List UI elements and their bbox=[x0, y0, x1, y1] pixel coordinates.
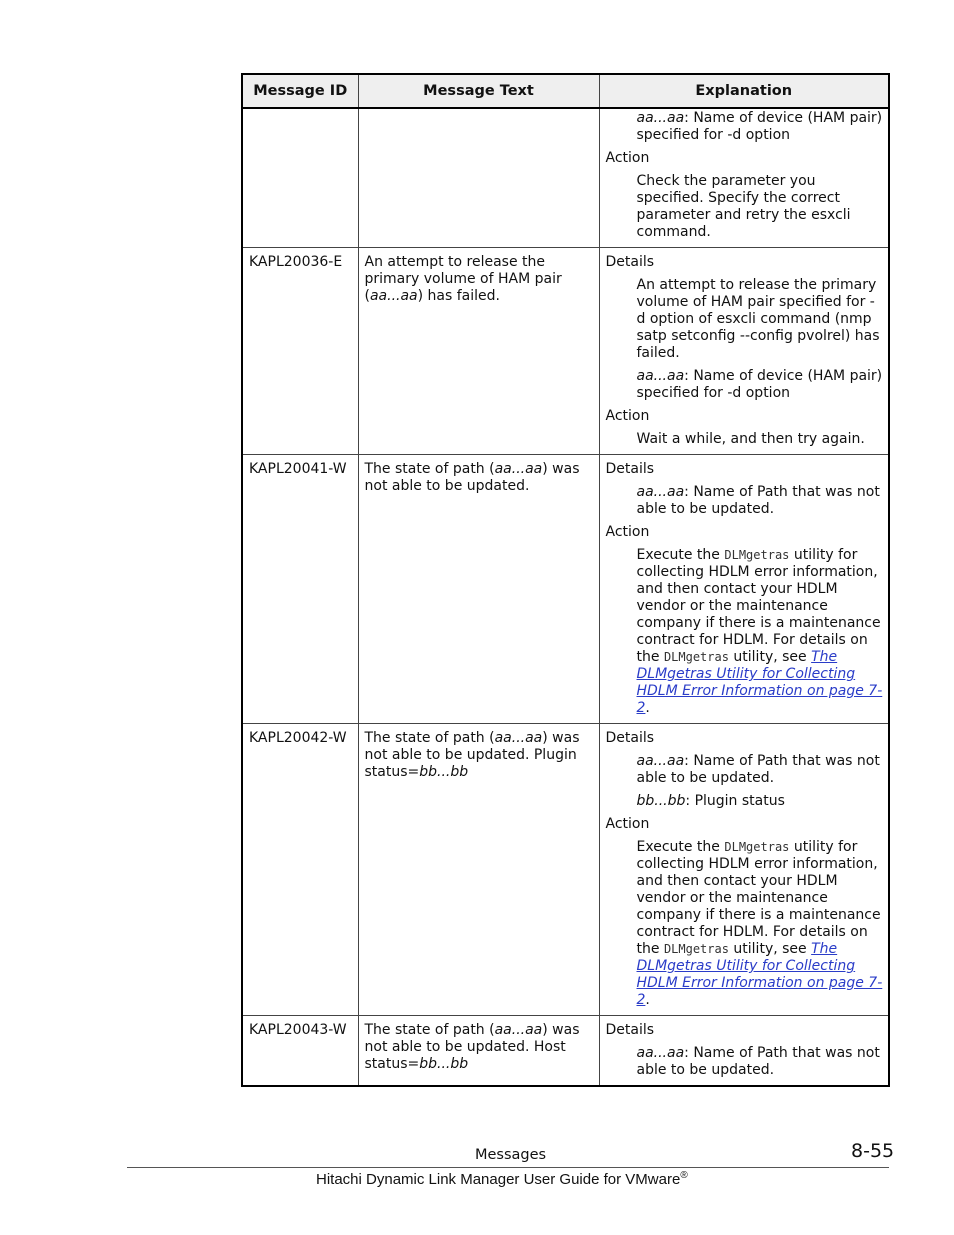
param-description: aa...aa: Name of device (HAM pair) specified for -d option bbox=[636, 368, 883, 401]
param-description: bb...bb: Plugin status bbox=[636, 793, 785, 809]
param-description: aa...aa: Name of device (HAM pair) specified for -d option bbox=[636, 110, 883, 143]
explanation-cell bbox=[599, 1016, 889, 1087]
action-label: Action bbox=[605, 816, 650, 832]
dlmgetras-reference-link[interactable]: The DLMgetras Utility for Collecting HDLM Error Information on page 7-2 bbox=[636, 941, 883, 1008]
details-label: Details bbox=[605, 1022, 655, 1038]
table-row bbox=[242, 1016, 889, 1087]
message-text-cell: An attempt to release the primary volume of HAM pair (aa...aa) has failed. bbox=[358, 248, 599, 455]
details-text: An attempt to release the primary volume of HAM pair specified for -d option of esxcli command (nmp satp setconfig --config pvolrel) has failed. bbox=[636, 277, 880, 361]
explanation-cell bbox=[599, 455, 889, 724]
action-label: Action bbox=[605, 150, 650, 166]
message-id-cell: KAPL20036-E bbox=[242, 248, 358, 455]
message-text-cell: The state of path (aa...aa) was not able to be updated. Host status=bb...bb bbox=[358, 1016, 599, 1087]
dlmgetras-reference-link[interactable]: The DLMgetras Utility for Collecting HDLM Error Information on page 7-2 bbox=[636, 649, 883, 716]
param-description: aa...aa: Name of Path that was not able to be updated. bbox=[636, 753, 880, 786]
details-label: Details bbox=[605, 730, 655, 746]
message-id-cell: KAPL20042-W bbox=[242, 724, 358, 1016]
table-header-row bbox=[242, 74, 889, 108]
table-row bbox=[242, 724, 889, 1016]
footer-document-title: Hitachi Dynamic Link Manager User Guide for VMware® bbox=[316, 1170, 688, 1188]
action-label: Action bbox=[605, 408, 650, 424]
explanation-cell bbox=[599, 724, 889, 1016]
message-text-cell: The state of path (aa...aa) was not able to be updated. bbox=[358, 455, 599, 724]
details-label: Details bbox=[605, 254, 655, 270]
action-text: Execute the DLMgetras utility for collecting HDLM error information, and then contact your HDLM vendor or the maintenance company if there is a maintenance contract for HDLM. For details on the DLMgetras utility, see The DLMgetras Utility for Collecting HDLM Error Information on page 7-2. bbox=[636, 839, 883, 1008]
details-label: Details bbox=[605, 461, 655, 477]
explanation-cell bbox=[599, 248, 889, 455]
message-text-cell: The state of path (aa...aa) was not able to be updated. Plugin status=bb...bb bbox=[358, 724, 599, 1016]
action-text: Check the parameter you specified. Specify the correct parameter and retry the esxcli command. bbox=[636, 173, 851, 240]
header-explanation: Explanation bbox=[599, 74, 889, 108]
header-message-id: Message ID bbox=[242, 74, 358, 108]
message-table bbox=[241, 73, 890, 1087]
action-text: Wait a while, and then try again. bbox=[636, 431, 865, 447]
explanation-cell bbox=[599, 108, 889, 248]
action-text: Execute the DLMgetras utility for collecting HDLM error information, and then contact your HDLM vendor or the maintenance company if there is a maintenance contract for HDLM. For details on the DLMgetras utility, see The DLMgetras Utility for Collecting HDLM Error Information on page 7-2. bbox=[636, 547, 883, 716]
action-label: Action bbox=[605, 524, 650, 540]
message-id-cell bbox=[242, 108, 358, 248]
table-row bbox=[242, 455, 889, 724]
table-row bbox=[242, 248, 889, 455]
footer-divider bbox=[127, 1167, 889, 1168]
message-id-cell: KAPL20043-W bbox=[242, 1016, 358, 1087]
message-text-cell bbox=[358, 108, 599, 248]
header-message-text: Message Text bbox=[358, 74, 599, 108]
table-row bbox=[242, 108, 889, 248]
footer-section-name: Messages bbox=[475, 1147, 547, 1163]
param-description: aa...aa: Name of Path that was not able to be updated. bbox=[636, 1045, 880, 1078]
page-number: 8-55 bbox=[851, 1140, 895, 1162]
message-id-cell: KAPL20041-W bbox=[242, 455, 358, 724]
param-description: aa...aa: Name of Path that was not able to be updated. bbox=[636, 484, 880, 517]
